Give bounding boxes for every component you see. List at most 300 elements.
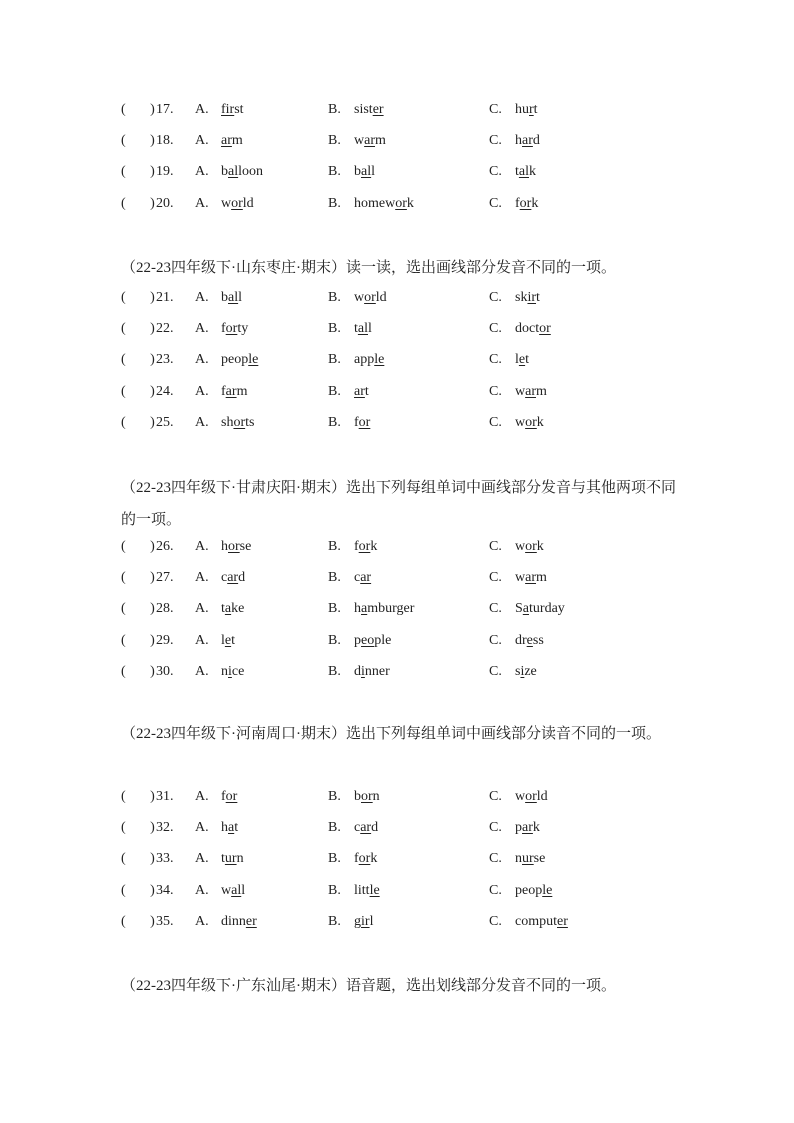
option-letter: B. xyxy=(328,663,341,679)
answer-blank[interactable]: ( ) xyxy=(121,851,155,867)
question-number: 28. xyxy=(156,601,174,617)
word-suffix: m xyxy=(536,570,547,586)
question-number: 34. xyxy=(156,882,174,898)
word-prefix: b xyxy=(221,290,228,305)
answer-blank[interactable]: ( ) xyxy=(121,321,155,337)
underlined-part: ar xyxy=(525,570,537,586)
underlined-part: er xyxy=(372,102,384,117)
option-a[interactable] xyxy=(195,601,244,617)
option-a[interactable] xyxy=(195,164,263,180)
option-letter: B. xyxy=(328,102,341,117)
underlined-part: ar xyxy=(525,383,537,399)
answer-blank[interactable]: ( ) xyxy=(121,195,155,211)
answer-blank[interactable]: ( ) xyxy=(121,539,155,554)
underlined-part: le xyxy=(248,352,259,368)
question-number: 20. xyxy=(156,195,174,211)
word-suffix: l xyxy=(241,882,246,898)
option-letter: B. xyxy=(328,913,341,929)
answer-blank[interactable]: ( ) xyxy=(121,352,155,368)
word-prefix: dr xyxy=(515,632,527,648)
word-suffix: st xyxy=(234,102,244,117)
question-number: 30. xyxy=(156,663,174,679)
answer-blank[interactable]: ( ) xyxy=(121,383,155,399)
underlined-part: or xyxy=(525,789,537,804)
underlined-part: le xyxy=(369,882,380,898)
answer-blank[interactable]: ( ) xyxy=(121,290,155,305)
underlined-part: e xyxy=(526,632,533,648)
question-row xyxy=(0,539,794,559)
option-letter: B. xyxy=(328,195,341,211)
option-a[interactable] xyxy=(195,570,245,586)
option-letter: C. xyxy=(489,539,502,554)
word-suffix: t xyxy=(533,102,538,117)
option-b[interactable] xyxy=(328,352,384,368)
question-row xyxy=(0,164,794,184)
word-prefix: doct xyxy=(515,321,540,337)
word-prefix: g xyxy=(354,913,361,929)
underlined-part: al xyxy=(518,164,529,180)
option-b[interactable] xyxy=(328,133,386,149)
word-prefix: w xyxy=(515,414,526,430)
word-prefix: t xyxy=(221,851,225,867)
option-c[interactable] xyxy=(489,883,552,899)
underlined-part: or xyxy=(519,195,532,211)
option-c[interactable] xyxy=(489,820,540,836)
word-prefix: f xyxy=(354,539,359,554)
underlined-part: ar xyxy=(354,383,365,399)
underlined-part: or xyxy=(364,290,376,305)
word-prefix: l xyxy=(515,352,519,368)
word-prefix: h xyxy=(221,820,228,836)
word-suffix: l xyxy=(368,321,372,337)
underlined-part: or xyxy=(539,321,551,337)
underlined-part: ar xyxy=(221,133,232,149)
answer-blank[interactable]: ( ) xyxy=(121,820,155,836)
question-number: 32. xyxy=(156,820,174,836)
option-letter: B. xyxy=(328,352,341,368)
underlined-part: ar xyxy=(225,383,237,399)
answer-blank[interactable]: ( ) xyxy=(121,133,155,149)
question-row xyxy=(0,820,794,840)
question-number: 17. xyxy=(156,102,174,117)
word-suffix: t xyxy=(364,383,369,399)
option-letter: C. xyxy=(489,570,502,586)
option-a[interactable] xyxy=(195,321,248,337)
question-number: 27. xyxy=(156,570,174,586)
underlined-part: e xyxy=(518,352,526,368)
question-number: 31. xyxy=(156,789,174,804)
option-b[interactable] xyxy=(328,164,375,180)
word-prefix: s xyxy=(515,663,521,679)
word-prefix: hu xyxy=(515,102,529,117)
word-prefix: n xyxy=(221,663,228,679)
option-b[interactable] xyxy=(328,820,378,836)
option-a[interactable] xyxy=(195,820,238,836)
option-letter: A. xyxy=(195,321,209,337)
word-prefix: h xyxy=(354,601,361,617)
question-row xyxy=(0,851,794,871)
word-suffix: mburger xyxy=(367,601,415,617)
word-suffix: d xyxy=(532,133,540,149)
underlined-part: or xyxy=(395,195,407,211)
word-prefix: t xyxy=(354,321,358,337)
underlined-part: a xyxy=(224,601,232,617)
option-b[interactable] xyxy=(328,633,391,649)
option-c[interactable] xyxy=(489,570,547,586)
underlined-part: ir xyxy=(361,913,370,929)
underlined-part: al xyxy=(228,164,239,180)
answer-blank[interactable]: ( ) xyxy=(121,632,155,648)
word-suffix: k xyxy=(536,539,544,554)
question-row xyxy=(0,633,794,653)
option-a[interactable] xyxy=(195,102,244,118)
option-a[interactable] xyxy=(195,633,235,649)
answer-blank[interactable]: ( ) xyxy=(121,414,155,430)
option-c[interactable] xyxy=(489,601,565,617)
underlined-part: al xyxy=(357,321,368,337)
option-letter: B. xyxy=(328,414,341,430)
underlined-part: or xyxy=(225,321,238,337)
option-b[interactable] xyxy=(328,789,380,805)
word-prefix: b xyxy=(221,164,228,180)
underlined-part: ur xyxy=(224,851,237,867)
word-prefix: h xyxy=(221,539,228,554)
word-prefix: sh xyxy=(221,414,234,430)
underlined-part: i xyxy=(361,663,365,679)
underlined-part: or xyxy=(358,414,371,430)
word-prefix: l xyxy=(221,632,225,648)
word-suffix: loon xyxy=(238,164,263,180)
option-a[interactable] xyxy=(195,914,257,930)
option-a[interactable] xyxy=(195,851,244,867)
word-suffix: k xyxy=(532,820,540,836)
option-b[interactable] xyxy=(328,384,369,400)
answer-blank[interactable]: ( ) xyxy=(121,882,155,898)
option-letter: B. xyxy=(328,820,341,836)
word-prefix: h xyxy=(515,133,522,149)
option-b[interactable] xyxy=(328,196,414,212)
word-prefix: c xyxy=(354,570,361,586)
option-a[interactable] xyxy=(195,883,245,899)
question-number: 23. xyxy=(156,352,174,368)
option-letter: A. xyxy=(195,789,209,804)
word-suffix: d xyxy=(238,570,246,586)
underlined-part: al xyxy=(361,164,372,180)
option-a[interactable] xyxy=(195,789,237,805)
word-prefix: p xyxy=(515,820,522,836)
underlined-part: e xyxy=(224,632,232,648)
question-number: 26. xyxy=(156,539,174,554)
word-suffix: m xyxy=(236,383,248,399)
word-suffix: ke xyxy=(231,601,245,617)
word-prefix: f xyxy=(354,414,359,430)
option-c[interactable] xyxy=(489,664,537,680)
word-suffix: m xyxy=(536,383,547,399)
word-prefix: homew xyxy=(354,195,396,211)
section-instruction: （22-23四年级下·山东枣庄·期末）读一读，选出画线部分发音不同的一项。 xyxy=(121,260,616,276)
option-c[interactable] xyxy=(489,196,538,212)
word-suffix: k xyxy=(370,539,378,554)
option-letter: C. xyxy=(489,383,502,399)
question-row xyxy=(0,290,794,310)
underlined-part: ar xyxy=(360,820,372,836)
option-letter: C. xyxy=(489,913,502,929)
word-suffix: se xyxy=(239,539,252,554)
word-prefix: w xyxy=(515,383,526,399)
option-b[interactable] xyxy=(328,851,377,867)
word-suffix: t xyxy=(231,632,235,648)
word-suffix: k xyxy=(370,851,378,867)
underlined-part: i xyxy=(228,663,232,679)
word-prefix: b xyxy=(354,164,361,180)
word-prefix: w xyxy=(515,570,526,586)
question-row xyxy=(0,664,794,684)
option-letter: B. xyxy=(328,290,341,305)
question-row xyxy=(0,415,794,435)
word-prefix: dinn xyxy=(221,913,246,929)
option-b[interactable] xyxy=(328,601,414,617)
word-suffix: m xyxy=(231,133,243,149)
option-letter: A. xyxy=(195,820,209,836)
underlined-part: r xyxy=(529,102,534,117)
option-letter: A. xyxy=(195,663,209,679)
underlined-part: er xyxy=(245,913,257,929)
word-suffix: k xyxy=(406,195,414,211)
option-c[interactable] xyxy=(489,384,547,400)
word-prefix: litt xyxy=(354,882,370,898)
underlined-part: or xyxy=(228,539,240,554)
word-suffix: n xyxy=(372,789,380,804)
question-number: 35. xyxy=(156,913,174,929)
question-number: 22. xyxy=(156,321,174,337)
question-row xyxy=(0,601,794,621)
underlined-part: al xyxy=(228,290,239,305)
question-row xyxy=(0,883,794,903)
option-letter: C. xyxy=(489,195,502,211)
answer-blank[interactable]: ( ) xyxy=(121,663,155,679)
word-suffix: t xyxy=(536,290,540,305)
option-c[interactable] xyxy=(489,352,529,368)
section-instruction: （22-23四年级下·甘肃庆阳·期末）选出下列每组单词中画线部分发音与其他两项不同的一项。 xyxy=(121,480,676,528)
word-prefix: p xyxy=(354,632,361,648)
question-number: 24. xyxy=(156,383,174,399)
word-prefix: b xyxy=(354,789,361,804)
option-letter: A. xyxy=(195,414,209,430)
option-letter: C. xyxy=(489,882,502,898)
answer-blank[interactable]: ( ) xyxy=(121,913,155,929)
word-suffix: k xyxy=(529,164,536,180)
answer-blank[interactable]: ( ) xyxy=(121,789,155,804)
word-suffix: ss xyxy=(532,632,544,648)
word-prefix: sk xyxy=(515,290,528,305)
question-row xyxy=(0,321,794,341)
underlined-part: ar xyxy=(227,570,239,586)
word-prefix: f xyxy=(515,195,520,211)
question-row xyxy=(0,352,794,372)
answer-blank[interactable]: ( ) xyxy=(121,601,155,617)
word-suffix: nner xyxy=(364,663,390,679)
option-letter: C. xyxy=(489,290,502,305)
section-instruction: （22-23四年级下·广东汕尾·期末）语音题，选出划线部分发音不同的一项。 xyxy=(121,978,616,994)
underlined-part: ur xyxy=(522,851,534,867)
word-prefix: sist xyxy=(354,102,373,117)
option-b[interactable] xyxy=(328,883,380,899)
option-letter: B. xyxy=(328,632,341,648)
option-a[interactable] xyxy=(195,290,242,306)
word-prefix: c xyxy=(354,820,361,836)
underlined-part: or xyxy=(525,414,537,430)
word-suffix: d xyxy=(371,820,379,836)
option-letter: A. xyxy=(195,570,209,586)
underlined-part: or xyxy=(358,851,371,867)
question-number: 21. xyxy=(156,290,174,305)
word-suffix: k xyxy=(531,195,539,211)
underlined-part: or xyxy=(358,539,371,554)
option-b[interactable] xyxy=(328,415,370,431)
word-suffix: l xyxy=(238,290,242,305)
word-prefix: f xyxy=(221,789,226,804)
word-suffix: ld xyxy=(375,290,387,305)
underlined-part: or xyxy=(525,539,537,554)
option-letter: C. xyxy=(489,663,502,679)
word-suffix: turday xyxy=(529,601,565,617)
underlined-part: a xyxy=(361,601,368,617)
option-a[interactable] xyxy=(195,133,243,149)
option-c[interactable] xyxy=(489,102,538,118)
option-b[interactable] xyxy=(328,321,372,337)
word-prefix: f xyxy=(354,851,359,867)
option-letter: A. xyxy=(195,539,209,554)
word-prefix: w xyxy=(354,290,365,305)
option-b[interactable] xyxy=(328,914,373,930)
word-suffix: se xyxy=(533,851,546,867)
underlined-part: a xyxy=(522,601,530,617)
word-suffix: ld xyxy=(242,195,254,211)
question-row xyxy=(0,196,794,216)
word-suffix: n xyxy=(236,851,244,867)
option-c[interactable] xyxy=(489,164,536,180)
option-c[interactable] xyxy=(489,539,544,555)
underlined-part: or xyxy=(225,789,238,804)
word-suffix: l xyxy=(369,913,374,929)
option-a[interactable] xyxy=(195,539,251,555)
option-letter: A. xyxy=(195,133,209,149)
option-c[interactable] xyxy=(489,633,544,649)
option-letter: A. xyxy=(195,195,209,211)
option-letter: C. xyxy=(489,632,502,648)
option-letter: C. xyxy=(489,102,502,117)
option-b[interactable] xyxy=(328,539,377,555)
answer-blank[interactable]: ( ) xyxy=(121,164,155,180)
word-suffix: m xyxy=(375,133,386,149)
question-row xyxy=(0,133,794,153)
question-row xyxy=(0,384,794,404)
word-suffix: ce xyxy=(231,663,245,679)
word-prefix: n xyxy=(515,851,522,867)
question-row xyxy=(0,570,794,590)
underlined-part: a xyxy=(228,820,235,836)
underlined-part: ar xyxy=(360,570,372,586)
option-a[interactable] xyxy=(195,664,244,680)
question-number: 18. xyxy=(156,133,174,149)
option-b[interactable] xyxy=(328,570,371,586)
question-number: 29. xyxy=(156,632,174,648)
option-a[interactable] xyxy=(195,384,247,400)
word-prefix: f xyxy=(221,383,226,399)
option-c[interactable] xyxy=(489,133,540,149)
option-letter: A. xyxy=(195,913,209,929)
answer-blank[interactable]: ( ) xyxy=(121,570,155,586)
underlined-part: er xyxy=(557,913,568,929)
word-prefix: w xyxy=(221,195,232,211)
word-prefix: t xyxy=(221,601,225,617)
option-letter: C. xyxy=(489,851,502,867)
underlined-part: le xyxy=(542,882,553,898)
underlined-part: ar xyxy=(522,133,533,149)
underlined-part: or xyxy=(361,789,373,804)
option-letter: C. xyxy=(489,601,502,617)
option-letter: A. xyxy=(195,352,209,368)
word-prefix: w xyxy=(515,539,526,554)
option-letter: A. xyxy=(195,164,209,180)
option-letter: A. xyxy=(195,383,209,399)
option-letter: C. xyxy=(489,133,502,149)
word-prefix: app xyxy=(354,352,375,368)
question-number: 25. xyxy=(156,414,174,430)
option-letter: C. xyxy=(489,414,502,430)
question-row xyxy=(0,914,794,934)
option-letter: B. xyxy=(328,601,341,617)
option-letter: A. xyxy=(195,601,209,617)
word-prefix: f xyxy=(221,321,226,337)
option-c[interactable] xyxy=(489,321,551,337)
word-prefix: w xyxy=(515,789,526,804)
option-c[interactable] xyxy=(489,851,545,867)
underlined-part: eo xyxy=(361,632,375,648)
option-letter: A. xyxy=(195,851,209,867)
option-c[interactable] xyxy=(489,415,544,431)
option-letter: B. xyxy=(328,789,341,804)
option-letter: B. xyxy=(328,851,341,867)
option-b[interactable] xyxy=(328,664,390,680)
option-a[interactable] xyxy=(195,196,254,212)
word-suffix: ty xyxy=(237,321,249,337)
word-prefix: c xyxy=(221,570,228,586)
option-letter: B. xyxy=(328,882,341,898)
answer-blank[interactable]: ( ) xyxy=(121,102,155,117)
option-a[interactable] xyxy=(195,415,254,431)
option-b[interactable] xyxy=(328,290,387,306)
word-suffix: ple xyxy=(374,632,392,648)
word-suffix: t xyxy=(525,352,529,368)
word-suffix: ts xyxy=(245,414,255,430)
option-letter: A. xyxy=(195,632,209,648)
underlined-part: fir xyxy=(221,102,235,117)
option-c[interactable] xyxy=(489,914,568,930)
section-instruction: （22-23四年级下·河南周口·期末）选出下列每组单词中画线部分读音不同的一项。 xyxy=(121,726,661,742)
underlined-part: or xyxy=(231,195,243,211)
underlined-part: or xyxy=(233,414,246,430)
word-suffix: ze xyxy=(524,663,537,679)
option-b[interactable] xyxy=(328,102,384,118)
option-letter: C. xyxy=(489,321,502,337)
word-suffix: l xyxy=(371,164,375,180)
option-letter: A. xyxy=(195,882,209,898)
option-c[interactable] xyxy=(489,290,540,306)
option-letter: A. xyxy=(195,102,209,117)
option-c[interactable] xyxy=(489,789,548,805)
option-a[interactable] xyxy=(195,352,258,368)
